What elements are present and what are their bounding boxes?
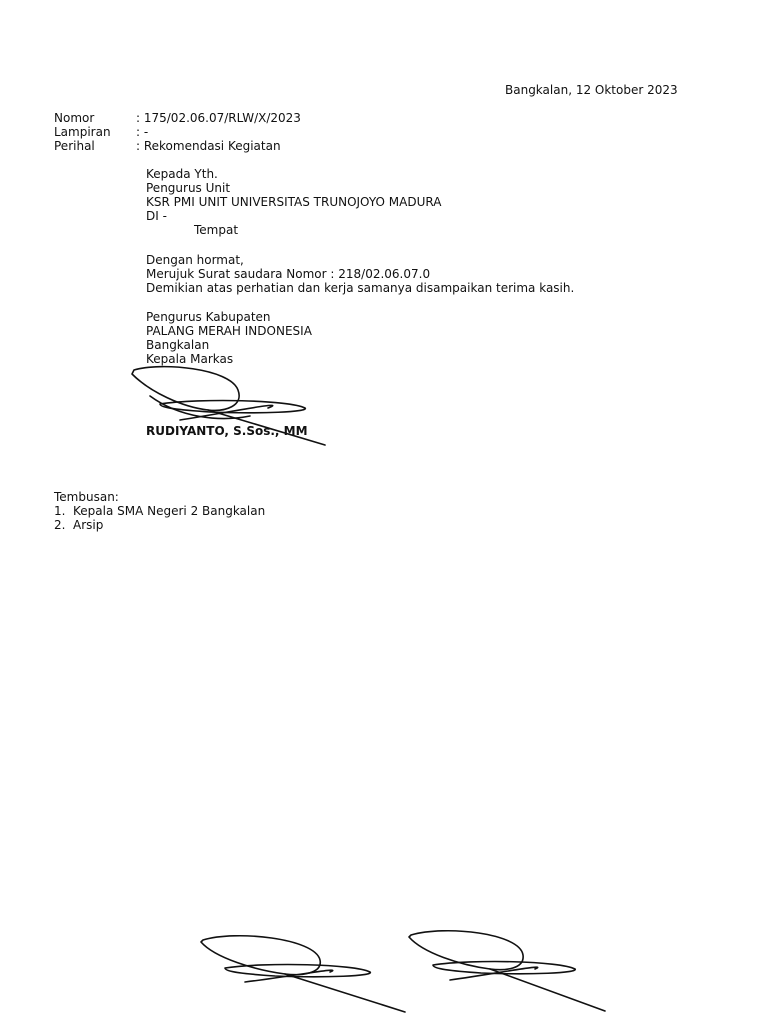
cc-item: [54, 504, 265, 518]
signature-image: [120, 360, 340, 455]
cc-item-text: Kepala SMA Negeri 2 Bangkalan: [73, 504, 266, 518]
cc-item-text: Arsip: [73, 518, 104, 532]
cc-item-number: 1.: [54, 504, 66, 518]
recipient-line: DI -: [146, 209, 167, 223]
meta-value: : -: [136, 125, 149, 139]
letter-body: [146, 253, 574, 295]
meta-value: : Rekomendasi Kegiatan: [136, 139, 281, 153]
sender-block: [146, 310, 312, 366]
sender-line: PALANG MERAH INDONESIA: [146, 324, 312, 338]
cc-block: [54, 490, 265, 532]
signature-image: [405, 925, 620, 1015]
reference-line: Merujuk Surat saudara Nomor : 218/02.06.07.0: [146, 267, 431, 281]
sender-line: Pengurus Kabupaten: [146, 310, 271, 324]
meta-label: Lampiran: [54, 125, 111, 139]
cc-item-number: 2.: [54, 518, 66, 532]
letter-date: Bangkalan, 12 Oktober 2023: [505, 83, 678, 97]
cc-item: [54, 518, 265, 532]
sender-line: Bangkalan: [146, 338, 210, 352]
recipient-line: Kepada Yth.: [146, 167, 218, 181]
meta-value: : 175/02.06.07/RLW/X/2023: [136, 111, 301, 125]
recipient-line: Pengurus Unit: [146, 181, 231, 195]
recipient-block: [146, 167, 441, 237]
meta-label: Nomor: [54, 111, 95, 125]
cc-title: Tembusan:: [54, 490, 119, 504]
recipient-line: KSR PMI UNIT UNIVERSITAS TRUNOJOYO MADURA: [146, 195, 442, 209]
signer-name: RUDIYANTO, S.Sos., MM: [146, 424, 308, 438]
greeting: Dengan hormat,: [146, 253, 244, 267]
sender-line: Kepala Markas: [146, 352, 234, 366]
meta-label: Perihal: [54, 139, 95, 153]
recipient-place: Tempat: [194, 223, 239, 237]
closing-line: Demikian atas perhatian dan kerja samanya disampaikan terima kasih.: [146, 281, 575, 295]
signature-image: [195, 930, 415, 1015]
